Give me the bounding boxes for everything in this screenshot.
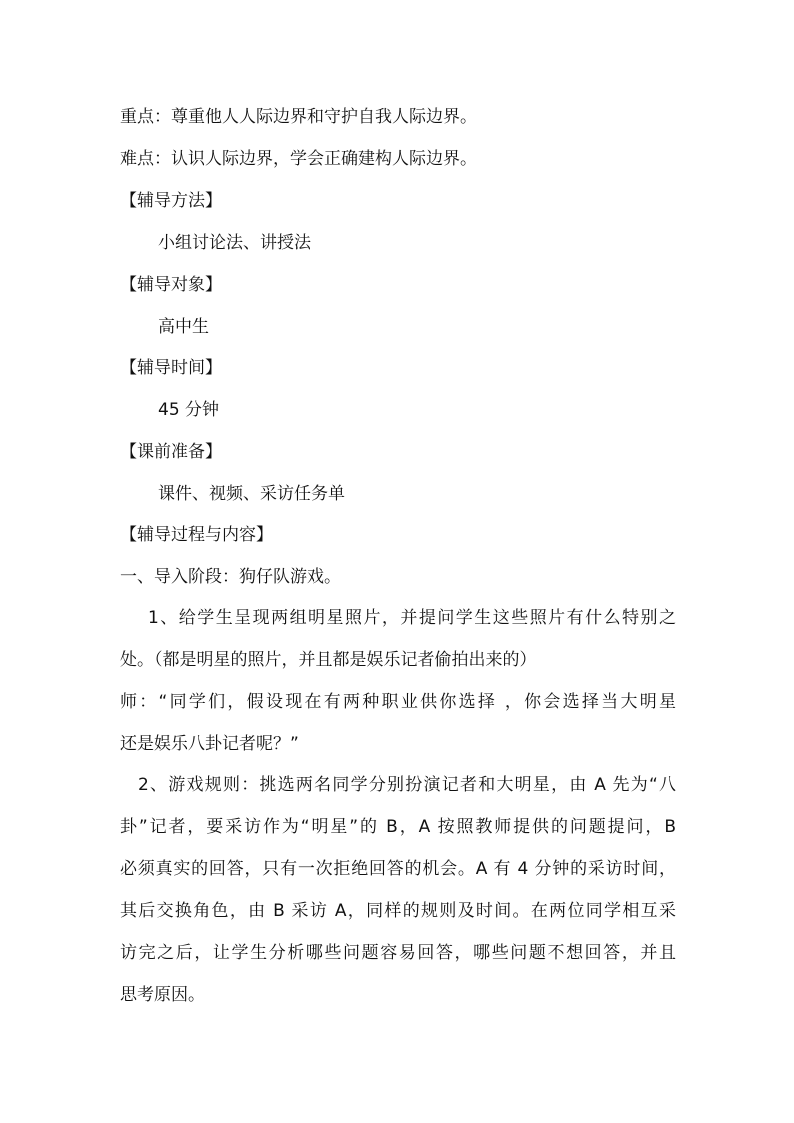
paragraph-line: 2、游戏规则：挑选两名同学分别扮演记者和大明星，由 A 先为“八 <box>138 775 676 795</box>
stage-one-heading: 一、导入阶段：狗仔队游戏。 <box>120 567 341 587</box>
section-heading-preparation: 【课前准备】 <box>120 442 222 462</box>
paragraph-line: 思考原因。 <box>120 985 205 1005</box>
section-heading-method: 【辅导方法】 <box>120 191 222 211</box>
paragraph-line: 卦”记者，要采访作为“明星”的 B，A 按照教师提供的问题提问，B <box>120 817 676 837</box>
difficulty-line: 难点：认识人际边界，学会正确建构人际边界。 <box>120 149 477 169</box>
paragraph-line: 师：“同学们，假设现在有两种职业供你选择 ，你会选择当大明星 <box>120 692 676 712</box>
preparation-text: 课件、视频、采访任务单 <box>158 484 345 504</box>
paragraph-line: 处。（都是明星的照片，并且都是娱乐记者偷拍出来的） <box>120 650 537 670</box>
paragraph-line: 访完之后，让学生分析哪些问题容易回答，哪些问题不想回答，并且 <box>120 943 676 963</box>
paragraph-line: 必须真实的回答，只有一次拒绝回答的机会。A 有 4 分钟的采访时间， <box>120 859 676 879</box>
paragraph-line: 还是娱乐八卦记者呢？” <box>120 734 299 754</box>
key-point-line: 重点：尊重他人人际边界和守护自我人际边界。 <box>120 107 477 127</box>
audience-text: 高中生 <box>158 317 209 337</box>
section-heading-process: 【辅导过程与内容】 <box>120 525 273 545</box>
section-heading-time: 【辅导时间】 <box>120 358 222 378</box>
section-heading-audience: 【辅导对象】 <box>120 275 222 295</box>
time-text: 45 分钟 <box>158 400 220 420</box>
paragraph-line: 1、给学生呈现两组明星照片，并提问学生这些照片有什么特别之 <box>148 608 676 628</box>
paragraph-line: 其后交换角色，由 B 采访 A，同样的规则及时间。在两位同学相互采 <box>120 901 676 921</box>
method-text: 小组讨论法、讲授法 <box>158 233 311 253</box>
